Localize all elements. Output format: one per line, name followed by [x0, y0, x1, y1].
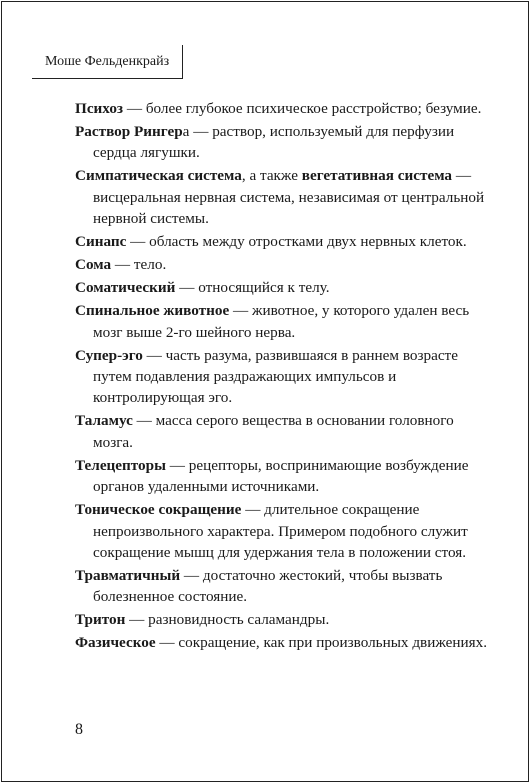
glossary-entry: [75, 98, 487, 119]
glossary-entry: [75, 165, 487, 229]
glossary-definition: — длительное сокращение непроизвольного характера. Примером подобного служит сокращение мышц для удержания тела в положении стоя.: [93, 501, 468, 562]
glossary-definition: — достаточно жестокий, чтобы вызвать болезненное состояние.: [93, 567, 443, 606]
glossary-term: Психоз: [75, 100, 124, 117]
glossary-definition: — висцеральная нервная система, независимая от центральной нервной системы.: [93, 167, 485, 228]
glossary-entry: [75, 121, 487, 164]
glossary-term-secondary: вегетативная система: [301, 167, 453, 185]
glossary-entry: [75, 455, 487, 498]
glossary-entry: [75, 277, 487, 298]
glossary-term: Травматичный: [75, 567, 181, 585]
glossary-term: Раствор Рингер: [75, 123, 183, 140]
glossary-term: Симпатическая система: [75, 167, 242, 185]
glossary-term-tail: а: [182, 123, 190, 140]
glossary-definition: — масса серого вещества в основании головного мозга.: [93, 412, 454, 451]
glossary-entry: [75, 410, 487, 453]
glossary-entry: [75, 499, 487, 563]
glossary-list: [75, 98, 487, 655]
glossary-conjunction: , а также: [241, 167, 302, 185]
glossary-entry: [75, 609, 487, 630]
glossary-definition: — относящийся к телу.: [175, 279, 330, 297]
glossary-entry: [75, 231, 487, 252]
glossary-definition: — рецепторы, воспринимающие возбуждение органов удаленными источниками.: [93, 456, 469, 496]
glossary-term: Телецепторы: [75, 456, 166, 474]
glossary-term: Таламус: [75, 412, 133, 430]
glossary-entry: [75, 345, 487, 409]
page-number: 8: [75, 721, 83, 738]
glossary-entry: [75, 632, 487, 653]
glossary-entry: [75, 300, 487, 343]
glossary-entry: [75, 565, 487, 608]
glossary-definition: — животное, у которого удален весь мозг выше 2-го шейного нерва.: [93, 302, 470, 341]
glossary-term: Супер-эго: [75, 346, 143, 364]
glossary-term: Тоническое сокращение: [75, 501, 242, 519]
glossary-term: Тритон: [75, 611, 126, 629]
glossary-definition: — часть разума, развившаяся в раннем возрасте путем подавления раздражающих импульсов и контролирующая эго.: [93, 346, 458, 407]
glossary-term: Сома: [75, 256, 112, 274]
glossary-definition: — сокращение, как при произвольных движениях.: [155, 634, 488, 652]
glossary-definition: — область между отростками двух нервных клеток.: [126, 233, 467, 251]
glossary-term: Синапс: [75, 233, 127, 251]
glossary-definition: — тело.: [111, 256, 167, 274]
glossary-definition: — разновидность саламандры.: [125, 611, 330, 629]
running-header: Моше Фельденкрайз: [32, 45, 183, 79]
glossary-definition: — более глубокое психическое расстройство; безумие.: [123, 100, 482, 117]
glossary-term: Фазическое: [75, 634, 156, 652]
glossary-entry: [75, 254, 487, 275]
glossary-definition: — раствор, используемый для перфузии сердца лягушки.: [93, 123, 455, 162]
book-page: [1, 1, 529, 782]
glossary-term: Спинальное животное: [75, 302, 230, 320]
glossary-term: Соматический: [75, 279, 176, 297]
